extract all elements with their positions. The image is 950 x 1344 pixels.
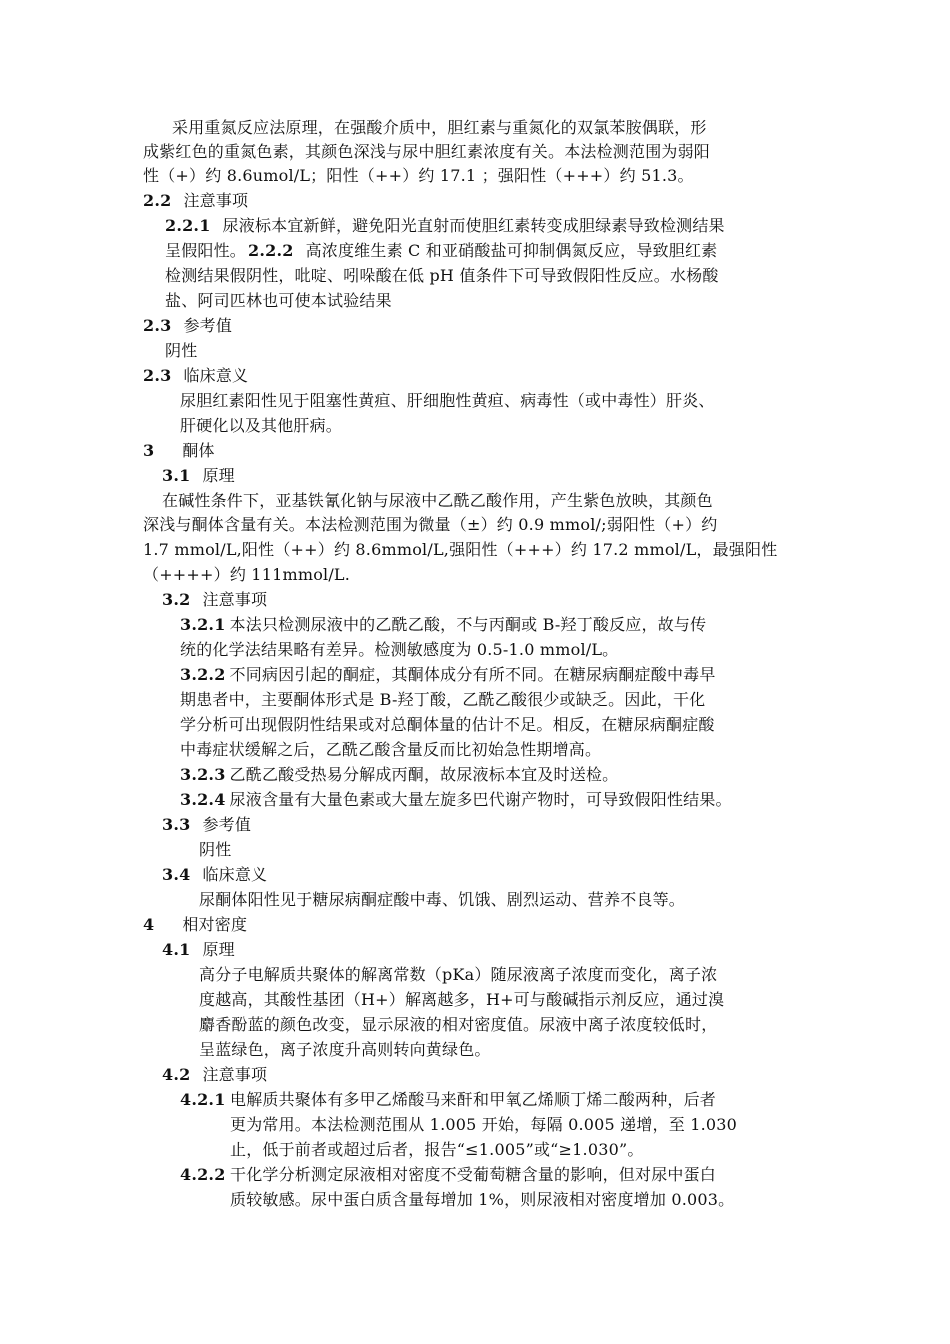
paragraph-line: 高分子电解质共聚体的解离常数（pKa）随尿液离子浓度而变化，离子浓 xyxy=(199,965,718,984)
paragraph-line: 质较敏感。尿中蛋白质含量每增加 1%，则尿液相对密度增加 0.003。 xyxy=(230,1190,735,1209)
paragraph-line: 性（+）约 8.6umol/L；阳性（++）约 17.1 ；强阳性（+++）约 51.3。 xyxy=(143,166,694,185)
paragraph-line: 呈假阳性。 2.2.2 高浓度维生素 C 和亚硝酸盐可抑制偶氮反应，导致胆红素 xyxy=(165,241,718,260)
paragraph-line: 呈蓝绿色，离子浓度升高则转向黄绿色。 xyxy=(199,1040,491,1059)
paragraph-line: 止，低于前者或超过后者，报告“≤1.005”或“≥1.030”。 xyxy=(230,1140,644,1159)
section-heading-2-3-clinical: 2.3 临床意义 xyxy=(143,366,249,385)
paragraph-line: 麝香酚蓝的颜色改变，显示尿液的相对密度值。尿液中离子浓度较低时， xyxy=(199,1015,718,1034)
paragraph-line: 2.2.1 尿液标本宜新鲜，避免阳光直射而使胆红素转变成胆绿素导致检测结果 xyxy=(165,216,725,235)
paragraph-line: 成紫红色的重氮色素，其颜色深浅与尿中胆红素浓度有关。本法检测范围为弱阳 xyxy=(143,142,711,161)
section-heading-3-2: 3.2 注意事项 xyxy=(162,590,268,609)
section-heading-4-1: 4.1 原理 xyxy=(162,940,235,959)
section-heading-3-3: 3.3 参考值 xyxy=(162,815,252,834)
paragraph-line: 3.2.4 尿液含量有大量色素或大量左旋多巴代谢产物时，可导致假阳性结果。 xyxy=(180,790,732,809)
paragraph-line: 统的化学法结果略有差异。检测敏感度为 0.5-1.0 mmol/L。 xyxy=(180,640,619,659)
paragraph-line: 深浅与酮体含量有关。本法检测范围为微量（±）约 0.9 mmol/;弱阳性（+）约 xyxy=(143,515,718,534)
paragraph-line: 1.7 mmol/L,阳性（++）约 8.6mmol/L,强阳性（+++）约 17.2 mmol/L，最强阳性 xyxy=(143,540,778,559)
paragraph-line: 度越高，其酸性基团（H+）解离越多，H+可与酸碱指示剂反应，通过溴 xyxy=(199,990,725,1009)
paragraph-line: 期患者中，主要酮体形式是 B-羟丁酸，乙酰乙酸很少或缺乏。因此，干化 xyxy=(180,690,706,709)
paragraph-line: 更为常用。本法检测范围从 1.005 开始，每隔 0.005 递增，至 1.030 xyxy=(230,1115,738,1134)
paragraph-line: 盐、阿司匹林也可使本试验结果 xyxy=(165,291,392,310)
paragraph-line: 肝硬化以及其他肝病。 xyxy=(180,416,343,435)
section-heading-2-2: 2.2 注意事项 xyxy=(143,191,249,210)
paragraph-line: 中毒症状缓解之后，乙酰乙酸含量反而比初始急性期增高。 xyxy=(180,740,602,759)
paragraph-line: 尿酮体阳性见于糖尿病酮症酸中毒、饥饿、剧烈运动、营养不良等。 xyxy=(199,890,686,909)
paragraph-line: 在碱性条件下，亚基铁氰化钠与尿液中乙酰乙酸作用，产生紫色放映，其颜色 xyxy=(162,491,713,510)
section-heading-3-1: 3.1 原理 xyxy=(162,466,235,485)
paragraph-line: 学分析可出现假阴性结果或对总酮体量的估计不足。相反，在糖尿病酮症酸 xyxy=(180,715,715,734)
paragraph-line: 采用重氮反应法原理，在强酸介质中，胆红素与重氮化的双氯苯胺偶联，形 xyxy=(172,118,707,137)
paragraph-line: 尿胆红素阳性见于阻塞性黄疸、肝细胞性黄疸、病毒性（或中毒性）肝炎、 xyxy=(180,391,715,410)
paragraph-line: 4.2.1 电解质共聚体有多甲乙烯酸马来酐和甲氧乙烯顺丁烯二酸两种，后者 xyxy=(180,1090,717,1109)
section-heading-4-2: 4.2 注意事项 xyxy=(162,1065,268,1084)
section-heading-4: 4 相对密度 xyxy=(143,915,248,934)
paragraph-line: （++++）约 111mmol/L. xyxy=(143,565,351,584)
section-heading-3-4: 3.4 临床意义 xyxy=(162,865,268,884)
paragraph-line: 3.2.2 不同病因引起的酮症，其酮体成分有所不同。在糖尿病酮症酸中毒早 xyxy=(180,665,716,684)
paragraph-line: 3.2.1 本法只检测尿液中的乙酰乙酸，不与丙酮或 B-羟丁酸反应，故与传 xyxy=(180,615,707,634)
section-heading-3: 3 酮体 xyxy=(143,441,215,460)
section-heading-2-3: 2.3 参考值 xyxy=(143,316,233,335)
paragraph-line: 4.2.2 干化学分析测定尿液相对密度不受葡萄糖含量的影响，但对尿中蛋白 xyxy=(180,1165,717,1184)
paragraph-line: 3.2.3 乙酰乙酸受热易分解成丙酮，故尿液标本宜及时送检。 xyxy=(180,765,619,784)
paragraph-line: 检测结果假阴性，吡啶、吲哚酸在低 pH 值条件下可导致假阳性反应。水杨酸 xyxy=(165,266,719,285)
paragraph-line: 阴性 xyxy=(165,341,198,360)
paragraph-line: 阴性 xyxy=(199,840,232,859)
